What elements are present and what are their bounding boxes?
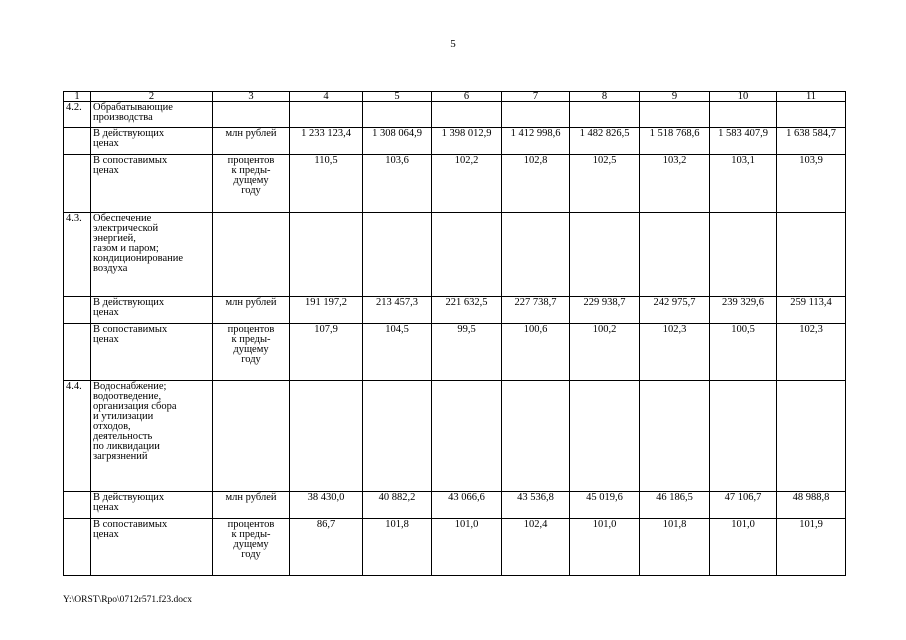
value-cell: 242 975,7 <box>640 297 710 324</box>
value-cell: 103,6 <box>363 155 432 213</box>
column-header: 6 <box>432 92 502 102</box>
row-unit: процентов к преды- дущему году <box>213 324 290 381</box>
value-cell: 1 482 826,5 <box>570 128 640 155</box>
value-cell: 1 638 584,7 <box>777 128 846 155</box>
value-cell <box>777 381 846 492</box>
column-header: 2 <box>91 92 213 102</box>
value-cell <box>570 381 640 492</box>
row-label: В действующих ценах <box>91 128 213 155</box>
value-cell: 101,9 <box>777 519 846 576</box>
value-cell: 104,5 <box>363 324 432 381</box>
column-header: 7 <box>502 92 570 102</box>
value-cell: 110,5 <box>290 155 363 213</box>
row-unit: млн рублей <box>213 492 290 519</box>
value-cell: 48 988,8 <box>777 492 846 519</box>
value-cell <box>290 102 363 128</box>
value-cell <box>570 102 640 128</box>
value-cell: 1 233 123,4 <box>290 128 363 155</box>
row-label: В действующих ценах <box>91 297 213 324</box>
value-cell <box>640 102 710 128</box>
column-header: 5 <box>363 92 432 102</box>
row-number <box>64 128 91 155</box>
value-cell <box>570 213 640 297</box>
value-cell <box>290 381 363 492</box>
value-cell: 1 518 768,6 <box>640 128 710 155</box>
row-unit <box>213 213 290 297</box>
column-header: 4 <box>290 92 363 102</box>
value-cell: 102,3 <box>640 324 710 381</box>
table-row <box>64 155 846 213</box>
value-cell: 99,5 <box>432 324 502 381</box>
value-cell: 229 938,7 <box>570 297 640 324</box>
value-cell: 38 430,0 <box>290 492 363 519</box>
value-cell <box>640 381 710 492</box>
column-header: 10 <box>710 92 777 102</box>
row-label: В сопоставимых ценах <box>91 519 213 576</box>
row-number <box>64 492 91 519</box>
value-cell: 40 882,2 <box>363 492 432 519</box>
value-cell: 101,8 <box>640 519 710 576</box>
value-cell: 102,4 <box>502 519 570 576</box>
value-cell: 103,2 <box>640 155 710 213</box>
table-row <box>64 381 846 492</box>
header-row <box>64 92 846 102</box>
value-cell: 101,0 <box>432 519 502 576</box>
value-cell: 102,3 <box>777 324 846 381</box>
value-cell <box>640 213 710 297</box>
table-row <box>64 492 846 519</box>
table-row <box>64 324 846 381</box>
column-header: 1 <box>64 92 91 102</box>
table-row <box>64 128 846 155</box>
row-label: Водоснабжение; водоотведение, организация сбора и утилизации отходов, деятельность по ликвидации загрязнений <box>91 381 213 492</box>
value-cell <box>710 213 777 297</box>
row-number <box>64 155 91 213</box>
value-cell: 101,8 <box>363 519 432 576</box>
value-cell <box>502 213 570 297</box>
value-cell: 86,7 <box>290 519 363 576</box>
value-cell: 103,9 <box>777 155 846 213</box>
value-cell: 1 308 064,9 <box>363 128 432 155</box>
row-unit: млн рублей <box>213 128 290 155</box>
row-label: В сопоставимых ценах <box>91 324 213 381</box>
column-header: 3 <box>213 92 290 102</box>
table-row <box>64 519 846 576</box>
value-cell: 43 066,6 <box>432 492 502 519</box>
table-body <box>64 92 846 576</box>
row-number: 4.3. <box>64 213 91 297</box>
value-cell: 101,0 <box>570 519 640 576</box>
row-unit <box>213 102 290 128</box>
row-number <box>64 324 91 381</box>
value-cell: 213 457,3 <box>363 297 432 324</box>
value-cell: 100,2 <box>570 324 640 381</box>
value-cell <box>710 381 777 492</box>
value-cell: 239 329,6 <box>710 297 777 324</box>
column-header: 9 <box>640 92 710 102</box>
value-cell: 191 197,2 <box>290 297 363 324</box>
row-unit <box>213 381 290 492</box>
value-cell <box>363 213 432 297</box>
row-number: 4.4. <box>64 381 91 492</box>
value-cell: 1 398 012,9 <box>432 128 502 155</box>
row-label: Обрабатывающие производства <box>91 102 213 128</box>
value-cell <box>502 381 570 492</box>
value-cell: 1 583 407,9 <box>710 128 777 155</box>
value-cell: 100,5 <box>710 324 777 381</box>
value-cell <box>432 213 502 297</box>
row-unit: процентов к преды- дущему году <box>213 519 290 576</box>
value-cell: 102,8 <box>502 155 570 213</box>
value-cell <box>363 102 432 128</box>
page-number: 5 <box>450 38 456 50</box>
table-row <box>64 297 846 324</box>
data-table <box>63 91 846 576</box>
row-label: В сопоставимых ценах <box>91 155 213 213</box>
row-unit: процентов к преды- дущему году <box>213 155 290 213</box>
value-cell: 107,9 <box>290 324 363 381</box>
value-cell <box>710 102 777 128</box>
column-header: 11 <box>777 92 846 102</box>
value-cell: 259 113,4 <box>777 297 846 324</box>
value-cell: 101,0 <box>710 519 777 576</box>
value-cell <box>502 102 570 128</box>
value-cell <box>432 102 502 128</box>
value-cell <box>432 381 502 492</box>
value-cell: 100,6 <box>502 324 570 381</box>
file-path-footer: Y:\ORST\Rpo\0712r571.f23.docx <box>63 595 192 605</box>
value-cell: 47 106,7 <box>710 492 777 519</box>
value-cell: 102,5 <box>570 155 640 213</box>
value-cell: 227 738,7 <box>502 297 570 324</box>
value-cell: 102,2 <box>432 155 502 213</box>
row-number <box>64 297 91 324</box>
value-cell: 43 536,8 <box>502 492 570 519</box>
value-cell <box>777 102 846 128</box>
row-label: В действующих ценах <box>91 492 213 519</box>
value-cell: 1 412 998,6 <box>502 128 570 155</box>
row-number <box>64 519 91 576</box>
row-number: 4.2. <box>64 102 91 128</box>
row-label: Обеспечение электрической энергией, газом и паром; кондиционирование воздуха <box>91 213 213 297</box>
column-header: 8 <box>570 92 640 102</box>
value-cell <box>777 213 846 297</box>
value-cell: 46 186,5 <box>640 492 710 519</box>
value-cell: 221 632,5 <box>432 297 502 324</box>
value-cell <box>290 213 363 297</box>
table-row <box>64 102 846 128</box>
table-row <box>64 213 846 297</box>
value-cell: 45 019,6 <box>570 492 640 519</box>
value-cell: 103,1 <box>710 155 777 213</box>
value-cell <box>363 381 432 492</box>
row-unit: млн рублей <box>213 297 290 324</box>
